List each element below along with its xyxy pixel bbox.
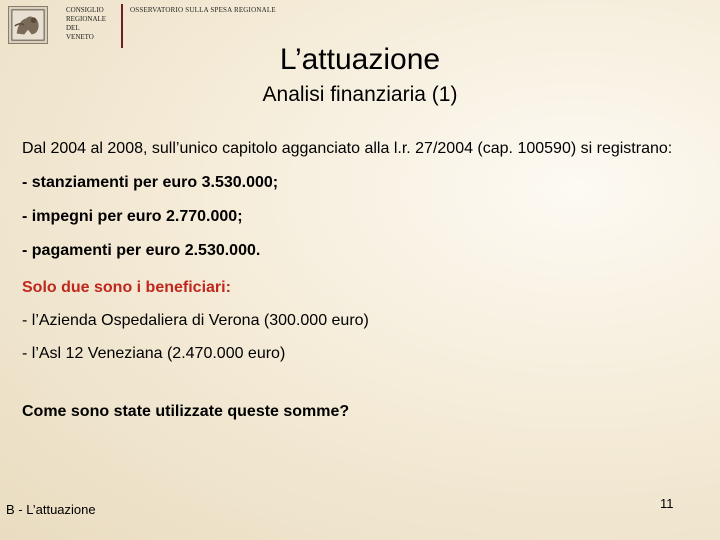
council-line: VENETO xyxy=(66,33,94,41)
beneficiary-item: - l’Azienda Ospedaliera di Verona (300.000 euro) xyxy=(22,312,369,329)
council-name xyxy=(66,6,106,42)
list-item-pagamenti: - pagamenti per euro 2.530.000. xyxy=(22,242,261,259)
council-line: DEL xyxy=(66,24,80,32)
slide-content xyxy=(22,138,682,422)
question-text: Come sono state utilizzate queste somme? xyxy=(22,403,350,420)
beneficiaries-heading: Solo due sono i beneficiari: xyxy=(22,279,231,296)
beneficiary-item: - l’Asl 12 Veneziana (2.470.000 euro) xyxy=(22,345,286,362)
council-logo xyxy=(8,6,48,44)
footer-section: B - L’attuazione xyxy=(6,502,96,517)
lion-emblem-icon xyxy=(9,7,47,43)
slide-title: L’attuazione xyxy=(279,43,441,76)
list-item-impegni: - impegni per euro 2.770.000; xyxy=(22,208,243,225)
council-line: REGIONALE xyxy=(66,15,107,23)
list-item-stanziamenti: - stanziamenti per euro 3.530.000; xyxy=(22,174,279,191)
intro-text: Dal 2004 al 2008, sull’unico capitolo agganciato alla l.r. 27/2004 (cap. 100590) si registrano: xyxy=(22,140,673,157)
page-number: 11 xyxy=(660,496,674,511)
council-line: CONSIGLIO xyxy=(66,6,104,14)
slide-subtitle: Analisi finanziaria (1) xyxy=(262,83,458,106)
observatory-label: OSSERVATORIO SULLA SPESA REGIONALE xyxy=(130,6,276,14)
